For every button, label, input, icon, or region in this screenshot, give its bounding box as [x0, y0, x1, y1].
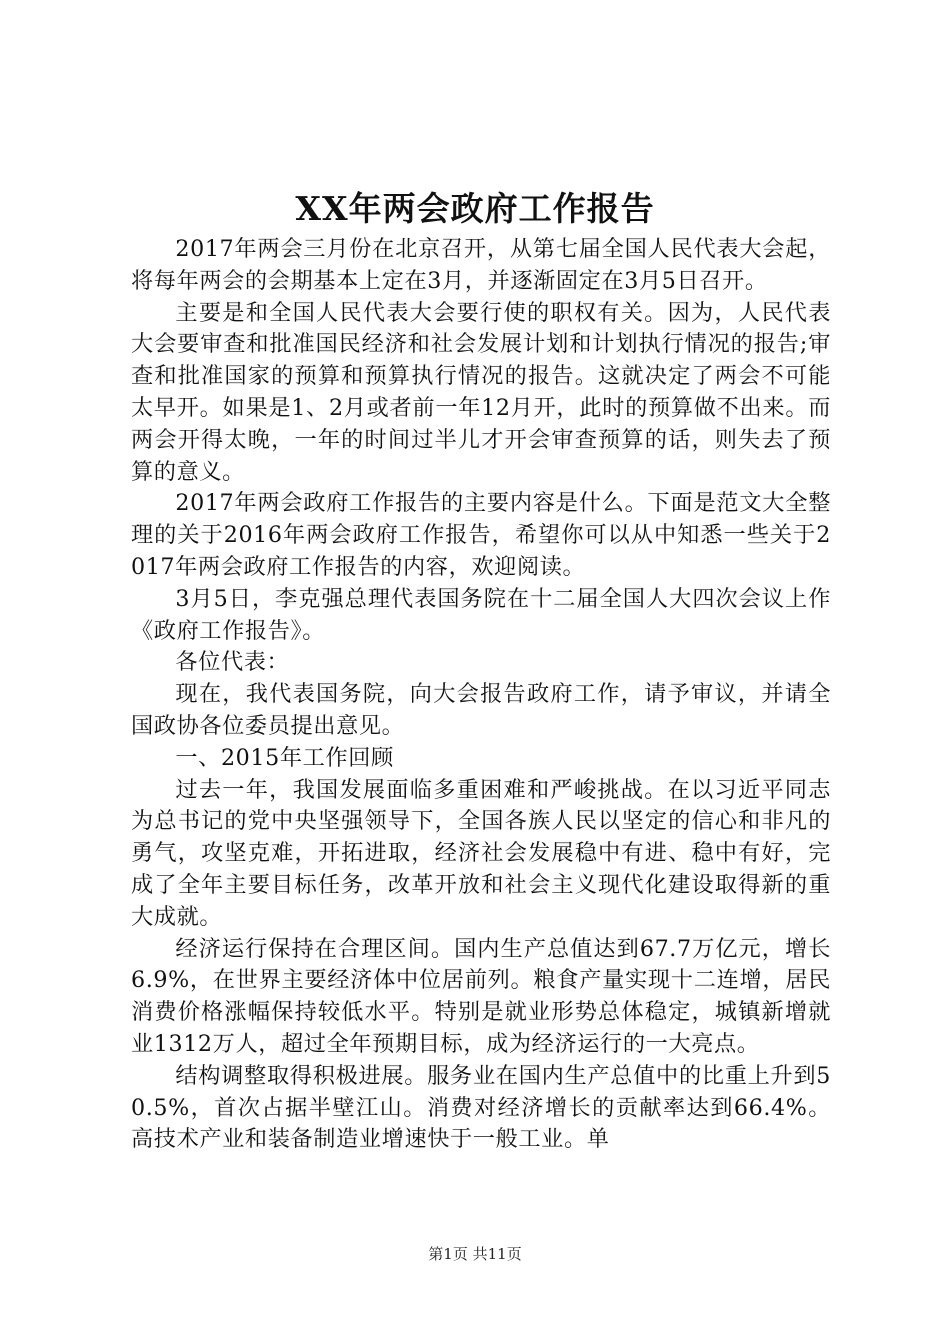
paragraph: 3月5日，李克强总理代表国务院在十二届全国人大四次会议上作《政府工作报告》。 — [131, 585, 831, 644]
section-heading: 一、2015年工作回顾 — [175, 744, 394, 771]
paragraph: 主要是和全国人民代表大会要行使的职权有关。因为，人民代表大会要审查和批准国民经济和社会发展计划和计划执行情况的报告;审查和批准国家的预算和预算执行情况的报告。这就决定了两会不可能太早开。如果是1、2月或者前一年12月开，此时的预算做不出来。而两会开得太晚，一年的时间过半儿才开会审查预算的话，则失去了预算的意义。 — [131, 299, 831, 485]
paragraph: 2017年两会政府工作报告的主要内容是什么。下面是范文大全整理的关于2016年两会政府工作报告，希望你可以从中知悉一些关于2017年两会政府工作报告的内容，欢迎阅读。 — [131, 490, 831, 580]
paragraph: 经济运行保持在合理区间。国内生产总值达到67.7万亿元，增长6.9%，在世界主要经济体中位居前列。粮食产量实现十二连增，居民消费价格涨幅保持较低水平。特别是就业形势总体稳定，城镇新增就业1312万人，超过全年预期目标，成为经济运行的一大亮点。 — [131, 935, 831, 1057]
paragraph: 过去一年，我国发展面临多重困难和严峻挑战。在以习近平同志为总书记的党中央坚强领导下，全国各族人民以坚定的信心和非凡的勇气，攻坚克难，开拓进取，经济社会发展稳中有进、稳中有好，完成了全年主要目标任务，改革开放和社会主义现代化建设取得新的重大成就。 — [131, 776, 831, 930]
page-number: 第1页 共11页 — [428, 1245, 522, 1263]
paragraph: 各位代表： — [175, 649, 290, 676]
document-body — [131, 234, 831, 1156]
paragraph: 结构调整取得积极进展。服务业在国内生产总值中的比重上升到50.5%，首次占据半壁江山。消费对经济增长的贡献率达到66.4%。高技术产业和装备制造业增速快于一般工业。单 — [131, 1062, 831, 1153]
paragraph: 现在，我代表国务院，向大会报告政府工作，请予审议，并请全国政协各位委员提出意见。 — [131, 681, 831, 739]
document-title: XX年两会政府工作报告 — [295, 189, 655, 228]
paragraph: 2017年两会三月份在北京召开，从第七届全国人民代表大会起，将每年两会的会期基本上定在3月，并逐渐固定在3月5日召开。 — [131, 236, 831, 294]
